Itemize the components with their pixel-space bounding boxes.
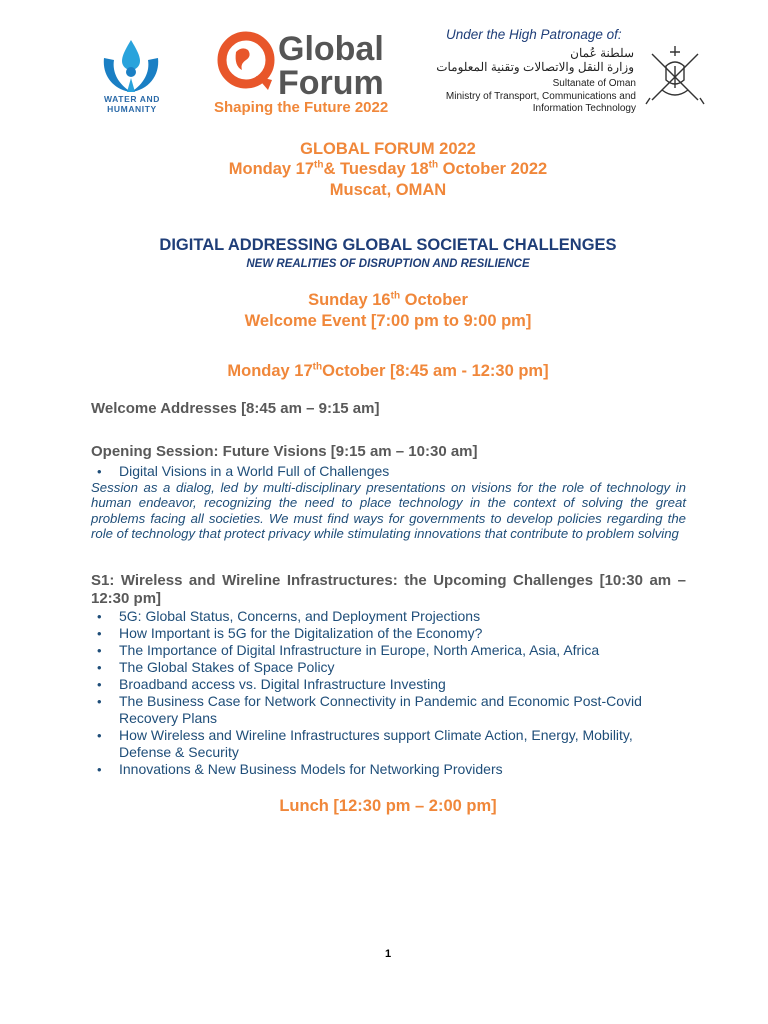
list-item: • The Business Case for Network Connectivity in Pandemic and Economic Post-Covid Recovery Plans xyxy=(119,693,686,727)
welcome-addresses-heading: Welcome Addresses [8:45 am – 9:15 am] xyxy=(91,400,380,417)
dates-sup-a: th xyxy=(314,159,324,171)
list-item: • How Wireless and Wireline Infrastructures support Climate Action, Energy, Mobility, Defense & Security xyxy=(119,727,686,761)
s1-list xyxy=(91,608,686,778)
arabic-line-1: سلطنة عُمان xyxy=(570,46,634,60)
page-number: 1 xyxy=(384,948,392,960)
patronage-label: Under the High Patronage of: xyxy=(446,27,622,42)
list-item: • How Important is 5G for the Digitalization of the Economy? xyxy=(119,625,686,642)
monday-heading xyxy=(0,362,768,381)
arabic-line-2: وزارة النقل والاتصالات وتقنية المعلومات xyxy=(436,60,634,74)
tagline: Shaping the Future 2022 xyxy=(214,99,389,116)
dates-part-a: Monday 17 xyxy=(228,160,315,178)
dates-part-c: October 2022 xyxy=(438,160,548,178)
sunday-part-a: Sunday 16 xyxy=(308,291,391,309)
list-item: • 5G: Global Status, Concerns, and Deployment Projections xyxy=(119,608,686,625)
monday-part-a: Monday 17 xyxy=(227,362,313,380)
sunday-heading xyxy=(0,291,768,310)
welcome-addresses-section xyxy=(91,400,686,418)
list-item: • Innovations & New Business Models for Networking Providers xyxy=(119,761,686,778)
gf-logo-word-1: Global xyxy=(278,30,384,68)
opening-session-list xyxy=(91,463,686,480)
event-place: Muscat, OMAN xyxy=(329,181,447,199)
lunch-heading: Lunch [12:30 pm – 2:00 pm] xyxy=(279,797,497,815)
oman-line-2: Ministry of Transport, Communications and xyxy=(445,90,636,102)
oman-emblem-icon xyxy=(640,40,710,108)
list-item: • The Global Stakes of Space Policy xyxy=(119,659,686,676)
opening-session-section xyxy=(91,443,686,542)
global-forum-logo xyxy=(216,28,416,98)
welcome-event: Welcome Event [7:00 pm to 9:00 pm] xyxy=(244,312,532,330)
list-item: • Digital Visions in a World Full of Challenges xyxy=(119,463,686,480)
gf-logo-word-2: Forum xyxy=(278,64,384,98)
event-dates xyxy=(0,160,768,179)
s1-section xyxy=(91,572,686,778)
list-item: • Broadband access vs. Digital Infrastructure Investing xyxy=(119,676,686,693)
event-name: GLOBAL FORUM 2022 xyxy=(300,140,476,158)
opening-session-heading: Opening Session: Future Visions [9:15 am – 10:30 am] xyxy=(91,443,478,460)
oman-ministry xyxy=(430,78,636,116)
oman-line-3: Information Technology xyxy=(532,103,636,114)
monday-sup: th xyxy=(312,361,323,373)
water-logo-line-2: HUMANITY xyxy=(107,104,157,114)
water-and-humanity-label xyxy=(92,94,172,114)
subtheme-heading: NEW REALITIES OF DISRUPTION AND RESILIENCE xyxy=(246,258,530,270)
oman-line-1: Sultanate of Oman xyxy=(552,78,636,89)
dates-part-b: & Tuesday 18 xyxy=(323,160,429,178)
arabic-patronage xyxy=(420,46,634,74)
opening-session-description: Session as a dialog, led by multi-disciplinary presentations on visions for the role of technology in human endeavor, recognizing the need to place technology in the context of solving the great problems facing all societies. We must find ways for governments to develop policies regarding the role of technology that protect privacy while stimulating innovations that contribute to problem solving xyxy=(91,480,686,542)
water-logo-line-1: WATER AND xyxy=(104,94,160,104)
monday-part-b: October [8:45 am - 12:30 pm] xyxy=(322,362,549,380)
s1-heading: S1: Wireless and Wireline Infrastructures: the Upcoming Challenges [10:30 am – 12:30 pm] xyxy=(91,572,686,607)
sunday-part-b: October xyxy=(400,291,468,309)
theme-heading: DIGITAL ADDRESSING GLOBAL SOCIETAL CHALLENGES xyxy=(159,236,617,254)
list-item: • The Importance of Digital Infrastructure in Europe, North America, Asia, Africa xyxy=(119,642,686,659)
dates-sup-b: th xyxy=(428,159,439,171)
sunday-sup: th xyxy=(390,290,401,302)
